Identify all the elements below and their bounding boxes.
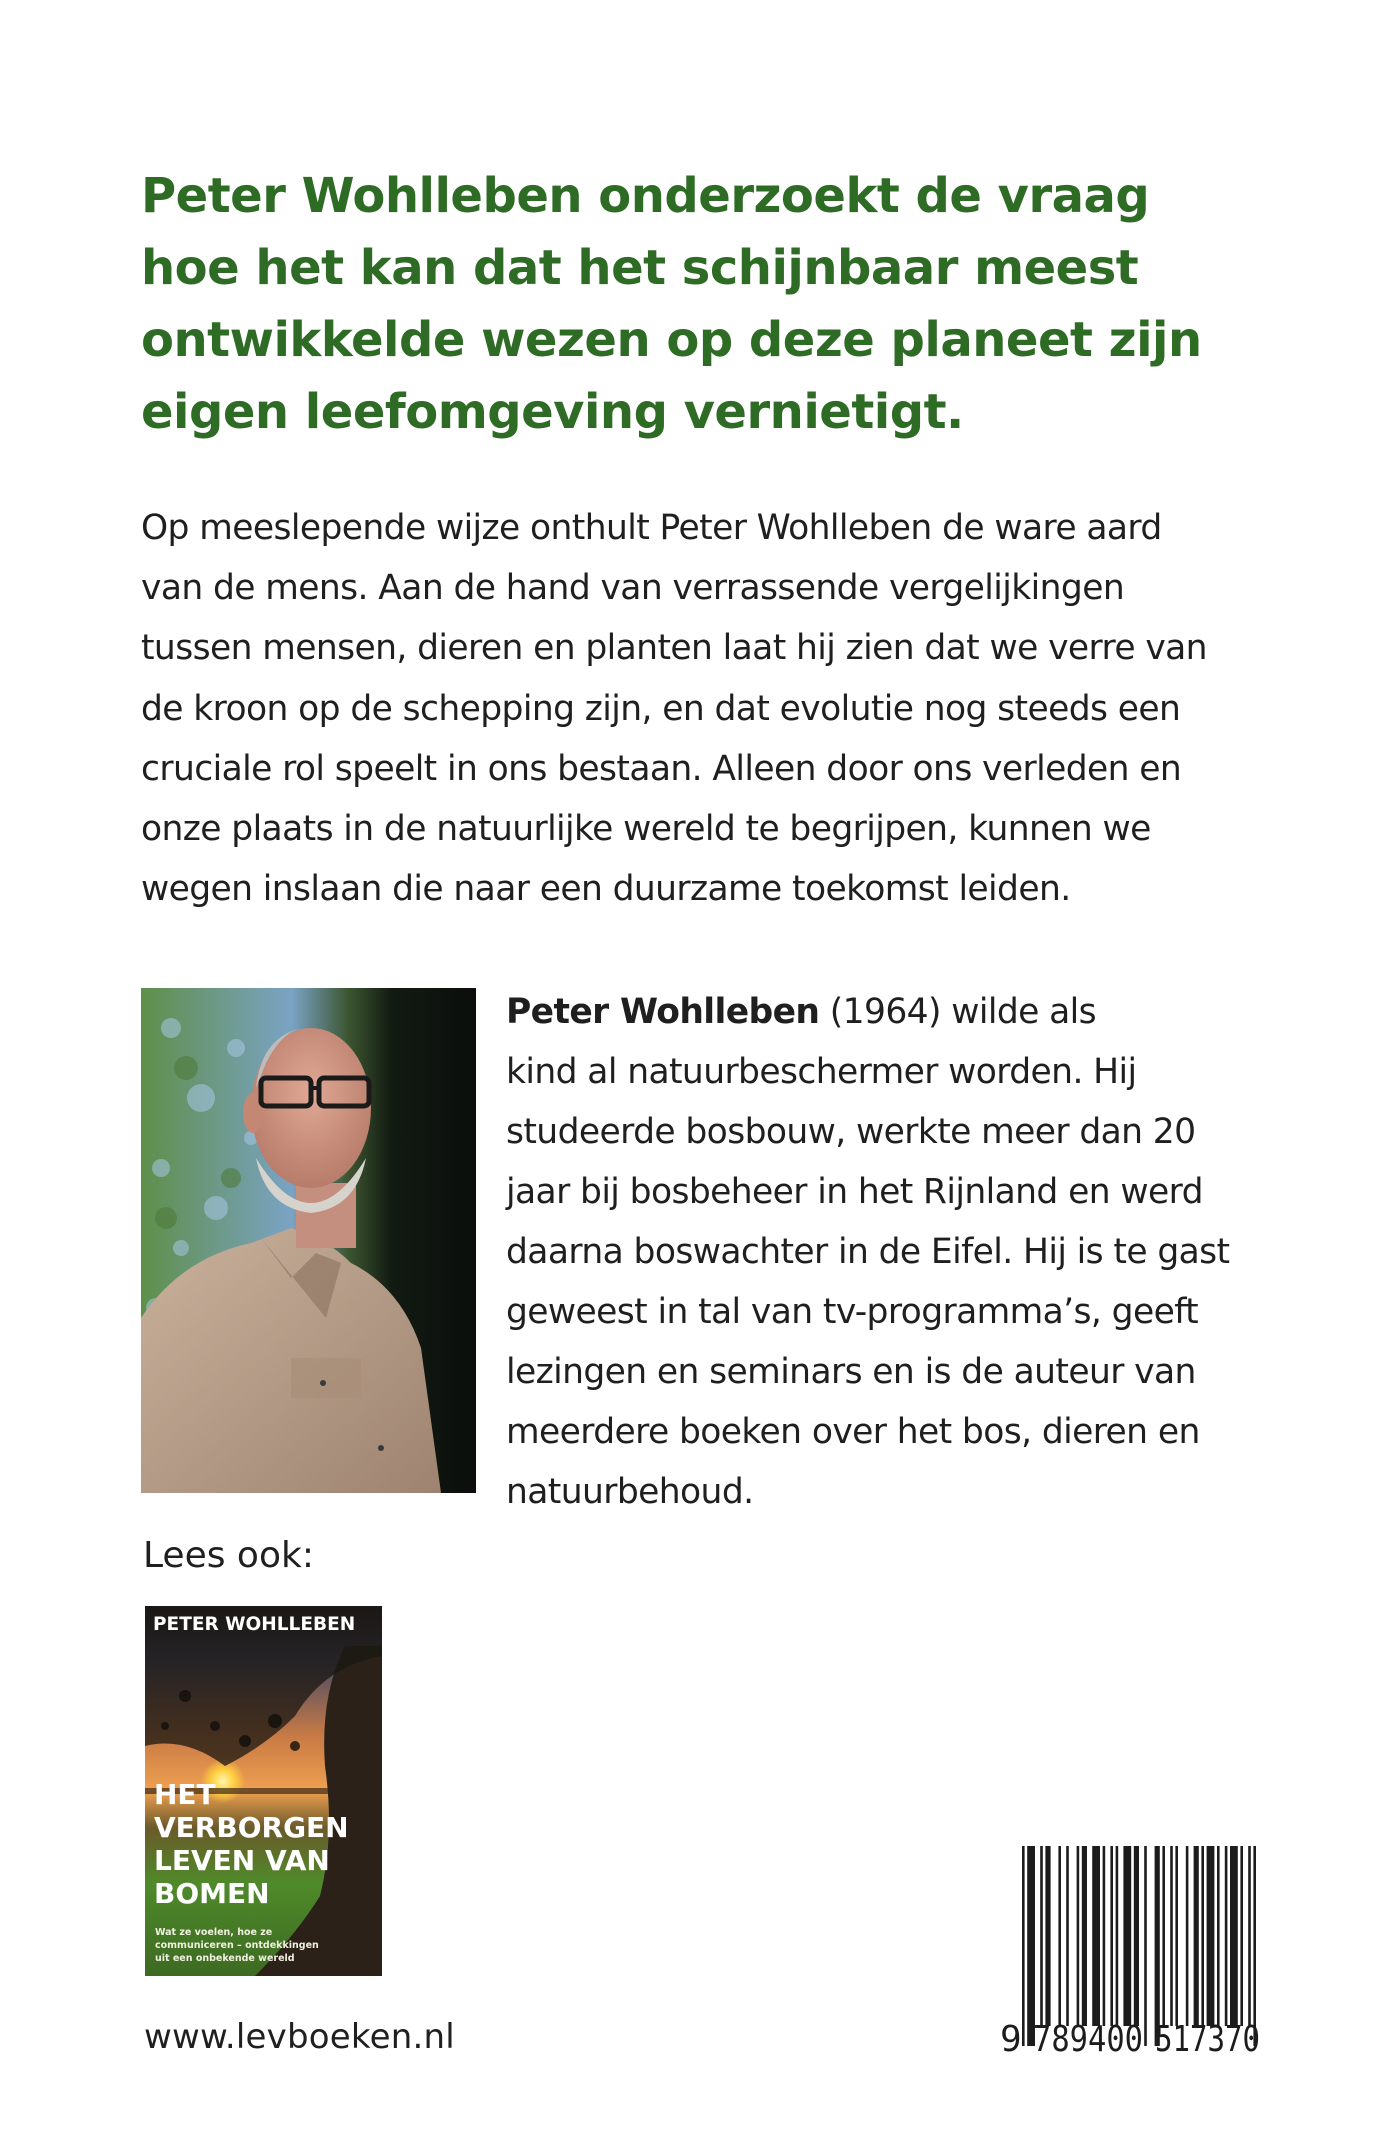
blurb-line: de kroon op de schepping zijn, en dat evolutie nog steeds een (141, 688, 1181, 729)
barcode-bar (1040, 1846, 1043, 2026)
headline (141, 160, 1201, 448)
barcode-bar (1092, 1846, 1100, 2026)
barcode-bar (1077, 1846, 1080, 2026)
author-portrait-image (141, 988, 476, 1493)
headline-line: ontwikkelde wezen op deze planeet zijn (141, 312, 1202, 368)
blurb-line: wegen inslaan die naar een duurzame toekomst leiden. (141, 869, 1071, 910)
headline-line: eigen leefomgeving vernietigt. (141, 384, 964, 440)
barcode-bar (1170, 1846, 1173, 2026)
blurb-line: van de mens. Aan de hand van verrassende vergelijkingen (141, 568, 1125, 609)
bio-line: kind al natuurbeschermer worden. Hij (506, 1052, 1137, 1092)
isbn-barcode (1000, 1846, 1300, 2056)
barcode-bar (1240, 1846, 1243, 2026)
blurb-line: Op meeslepende wijze onthult Peter Wohlleben de ware aard (141, 508, 1162, 548)
author-bio (506, 982, 1266, 1522)
blurb-line: tussen mensen, dieren en planten laat hij zien dat we verre van (141, 628, 1207, 669)
barcode-bar (1022, 1846, 1025, 2046)
publisher-website[interactable]: www.levboeken.nl (144, 2017, 455, 2057)
barcode-bar (1162, 1846, 1165, 2026)
bio-line: jaar bij bosbeheer in het Rijnland en werd (506, 1172, 1203, 1212)
barcode-bar (1027, 1846, 1035, 2046)
cover-subtitle-line: uit een onbekende wereld (155, 1953, 295, 1964)
barcode-bar (1116, 1846, 1119, 2026)
barcode-bar (1207, 1846, 1215, 2026)
bio-first-line-rest: (1964) wilde als (819, 992, 1097, 1032)
cover-title (154, 1778, 349, 1910)
cover-author: PETER WOHLLEBEN (153, 1614, 356, 1635)
bio-line: geweest in tal van tv-programma’s, geeft (506, 1292, 1199, 1332)
cover-title-line: LEVEN VAN (154, 1844, 330, 1877)
barcode-bar (1230, 1846, 1238, 2026)
cover-subtitle (155, 1926, 319, 1965)
barcode-bar (1066, 1846, 1069, 2026)
barcode-graphic (1000, 1846, 1300, 2056)
blurb-paragraph (141, 498, 1241, 919)
barcode-bar (1082, 1846, 1087, 2026)
barcode-bar (1175, 1846, 1178, 2026)
headline-line: hoe het kan dat het schijnbaar meest (141, 240, 1139, 296)
barcode-bar (1225, 1846, 1228, 2026)
barcode-bar (1201, 1846, 1204, 2026)
barcode-bar (1194, 1846, 1199, 2026)
cover-subtitle-line: communiceren – ontdekkingen (155, 1940, 319, 1951)
barcode-bar (1103, 1846, 1106, 2026)
book-cover-het-verborgen-leven-van-bomen[interactable] (145, 1606, 382, 1976)
bio-line: lezingen en seminars en is de auteur van (506, 1352, 1196, 1392)
isbn-left-group: 789400 (1033, 2019, 1143, 2056)
barcode-bar (1155, 1846, 1160, 2046)
cover-subtitle-line: Wat ze voelen, hoe ze (155, 1927, 273, 1938)
bio-line: natuurbehoud. (506, 1472, 754, 1512)
barcode-bar (1110, 1846, 1113, 2026)
barcode-bar (1134, 1846, 1139, 2026)
also-read-label: Lees ook: (143, 1535, 314, 1576)
isbn-prefix-digit: 9 (1000, 2019, 1022, 2056)
barcode-bar (1058, 1846, 1061, 2026)
bio-line: meerdere boeken over het bos, dieren en (506, 1412, 1200, 1452)
cover-title-line: VERBORGEN (154, 1811, 349, 1844)
barcode-bar (1248, 1846, 1251, 2026)
author-name: Peter Wohlleben (506, 992, 820, 1032)
blurb-line: cruciale rol speelt in ons bestaan. Alleen door ons verleden en (141, 748, 1182, 789)
blurb-line: onze plaats in de natuurlijke wereld te begrijpen, kunnen we (141, 809, 1151, 850)
barcode-bar (1186, 1846, 1189, 2026)
isbn-right-group: 517370 (1155, 2019, 1260, 2056)
barcode-bar (1123, 1846, 1131, 2026)
bio-line: studeerde bosbouw, werkte meer dan 20 (506, 1112, 1196, 1152)
cover-title-line: HET (154, 1778, 216, 1811)
headline-line: Peter Wohlleben onderzoekt de vraag (141, 168, 1150, 224)
bio-first-line (506, 982, 1266, 1042)
barcode-bar (1217, 1846, 1220, 2026)
bio-line: daarna boswachter in de Eifel. Hij is te gast (506, 1232, 1230, 1272)
cover-title-line: BOMEN (154, 1877, 270, 1910)
author-photo (141, 988, 476, 1493)
barcode-bar (1045, 1846, 1050, 2026)
barcode-bar (1253, 1846, 1256, 2046)
barcode-bar (1144, 1846, 1147, 2046)
